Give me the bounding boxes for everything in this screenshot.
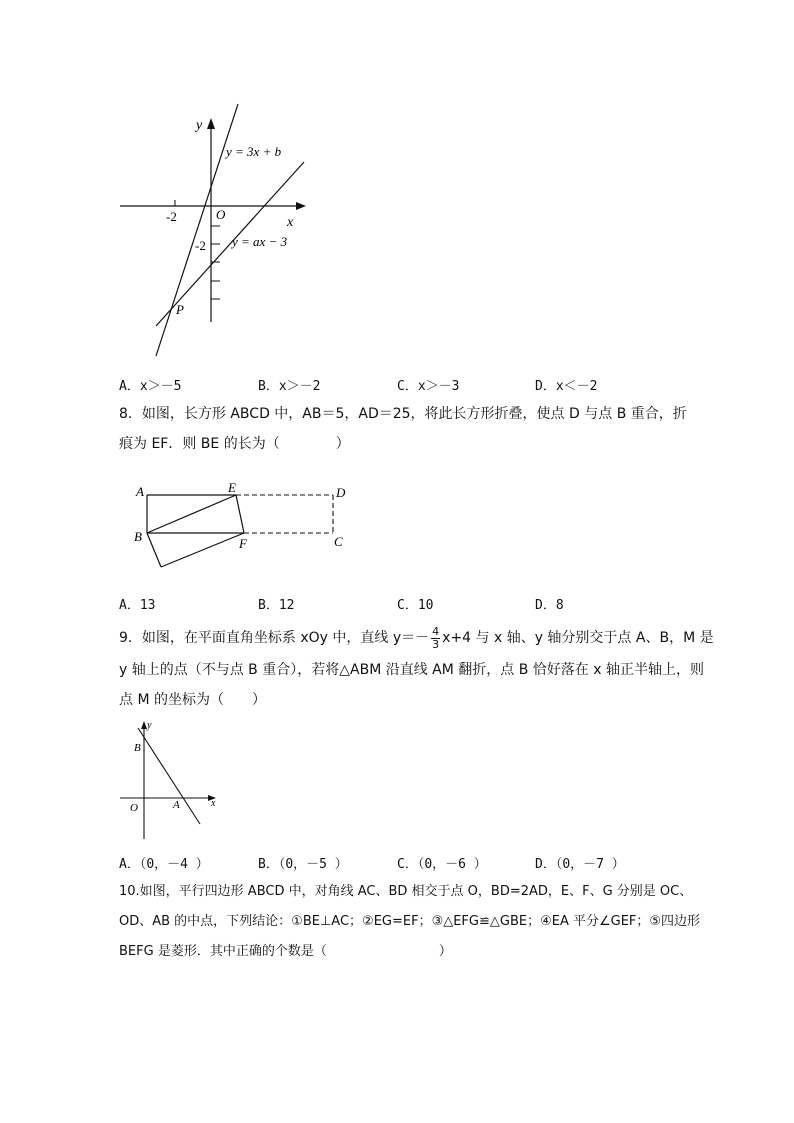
q9-option-b[interactable]: B．（0，－5 ）: [258, 857, 348, 872]
origin-label: O: [216, 207, 226, 222]
crease-ef: [236, 495, 244, 533]
q8-line-2-text: 痕为 EF．则 BE 的长为（: [119, 436, 280, 452]
point-a-label: A: [173, 799, 180, 811]
q9-option-c[interactable]: C．（0，－6 ）: [397, 857, 487, 872]
label-f: F: [239, 536, 247, 551]
label-d: D: [336, 485, 346, 500]
line2-label: y = ax − 3: [232, 234, 288, 249]
q10-line-1: 10.如图，平行四边形 ABCD 中，对角线 AC、BD 相交于点 O，BD=2AD，E、F、G 分别是 OC、: [119, 884, 693, 899]
q8-line-2-close: ）: [335, 436, 350, 452]
q10-line-3: [119, 941, 679, 963]
q10-line-2: OD、AB 的中点，下列结论：①BE⊥AC；②EG=EF；③△EFG≌△GBE；④EA 平分∠GEF；⑤四边形: [119, 914, 701, 929]
q8-text: [119, 403, 687, 455]
q9-option-d[interactable]: D．（0，－7 ）: [535, 857, 625, 872]
q7-option-b[interactable]: B．x＞－2: [258, 379, 321, 394]
x-axis-label: x: [287, 215, 294, 230]
neg2-x-label: -2: [166, 209, 177, 224]
q9-line-3: 点 M 的坐标为（ ）: [119, 692, 266, 708]
q8-line-1: 8．如图，长方形 ABCD 中，AB＝5，AD＝25，将此长方形折叠，使点 D 与点 B 重合，折: [119, 406, 687, 422]
label-a: A: [136, 484, 144, 499]
q7-option-a[interactable]: A．x＞－5: [119, 379, 182, 394]
q8-line-2: [119, 433, 679, 455]
line-y-3x-plus-b: [156, 104, 238, 356]
q9-option-a[interactable]: A．（0，－4 ）: [119, 857, 209, 872]
folded-edge-2: [161, 533, 244, 567]
label-b: B: [134, 529, 142, 544]
label-c: C: [334, 534, 343, 549]
q10-text: [119, 881, 701, 963]
fraction-4-3: [431, 626, 440, 651]
q8-option-d[interactable]: D．8: [535, 598, 564, 613]
point-p-label: P: [176, 302, 184, 317]
q9-line-1-start: 9．如图，在平面直角坐标系 xOy 中，直线 y＝－: [119, 630, 430, 646]
q10-line-3-text: BEFG 是菱形．其中正确的个数是（: [119, 944, 327, 959]
q7-option-c[interactable]: C．x＞－3: [397, 379, 460, 394]
y-axis-label: y: [147, 720, 152, 731]
origin-label: O: [130, 802, 138, 814]
x-axis-label: x: [211, 798, 216, 809]
figure-q9-graph: [118, 718, 228, 843]
line-y-neg-4-3x-plus-4: [138, 728, 200, 824]
q7-options: [119, 375, 719, 395]
segment-be: [147, 495, 236, 533]
q8-option-b[interactable]: B．12: [258, 598, 295, 613]
neg2-y-label: -2: [195, 238, 206, 253]
y-axis-arrow: [207, 118, 215, 129]
q9-line-1: [119, 623, 714, 653]
q8-options: [119, 594, 719, 614]
fraction-denominator: 3: [432, 637, 440, 651]
q8-option-c[interactable]: C．10: [397, 598, 434, 613]
label-e: E: [228, 480, 236, 495]
figure-q7-graph: [110, 100, 320, 365]
figure-q8-rectangle: [128, 478, 358, 573]
y-axis-label: y: [196, 118, 203, 133]
q9-text: [119, 623, 714, 711]
point-b-label: B: [134, 742, 141, 754]
q9-options: [119, 853, 719, 873]
q10-line-3-close: ）: [438, 944, 452, 959]
fraction-numerator: 4: [432, 624, 440, 638]
q9-line-1-end: x+4 与 x 轴、y 轴分别交于点 A、B，M 是: [442, 630, 714, 646]
q8-option-a[interactable]: A．13: [119, 598, 156, 613]
x-axis-arrow: [296, 202, 306, 210]
q9-line-2: y 轴上的点（不与点 B 重合），若将△ABM 沿直线 AM 翻折，点 B 恰好落在 x 轴正半轴上，则: [119, 662, 704, 678]
line1-label: y = 3x + b: [226, 144, 282, 159]
q7-option-d[interactable]: D．x＜－2: [535, 379, 598, 394]
folded-edge-1: [147, 533, 161, 567]
